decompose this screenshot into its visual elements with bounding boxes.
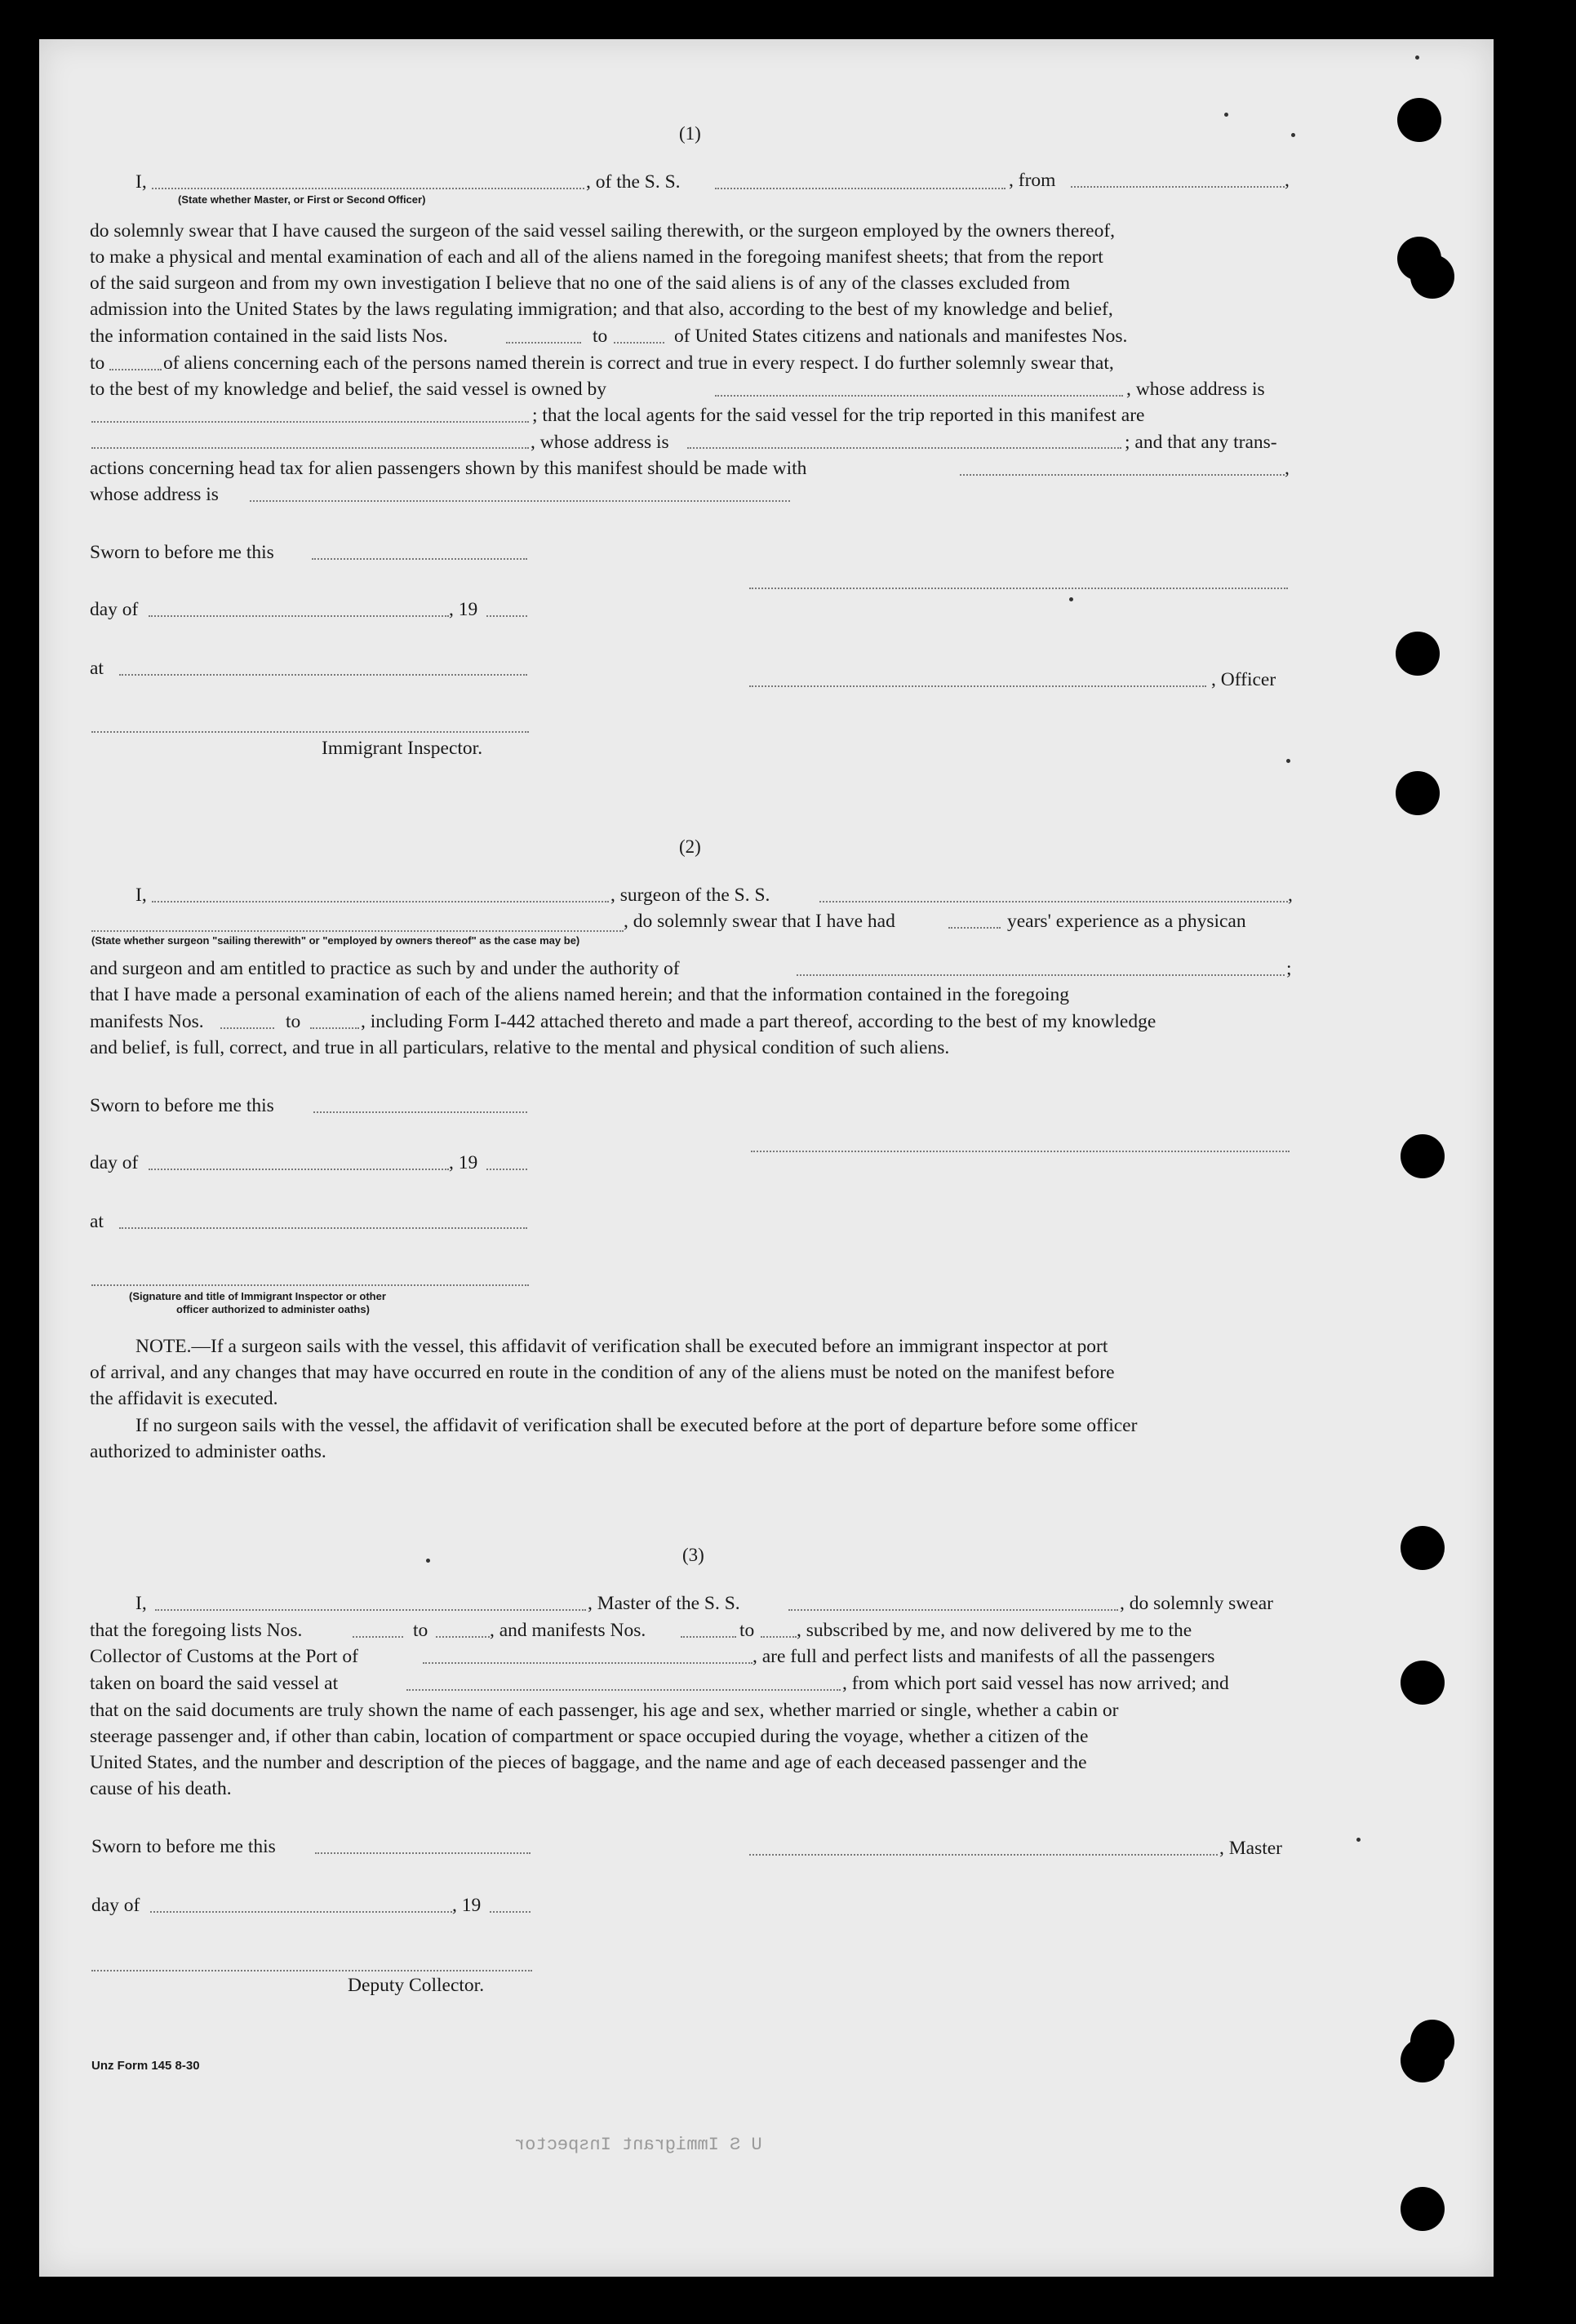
- s3-sworn-line: [315, 1852, 531, 1854]
- speck: [1224, 113, 1228, 117]
- s3-manifest-no-line: [681, 1636, 736, 1638]
- speck: [1286, 759, 1290, 763]
- s3-dayof: day of: [91, 1895, 140, 1916]
- s2-inspector-line: [91, 1284, 529, 1286]
- s3-boarded-at-line: [406, 1689, 841, 1691]
- punch-hole: [1401, 1526, 1445, 1570]
- s2-manifest-no-line: [220, 1027, 274, 1029]
- s3-l3-a: Collector of Customs at the Port of: [90, 1646, 358, 1667]
- note-p2-l1: If no surgeon sails with the vessel, the affidavit of verification shall be executed before at the port of departure before some officer: [135, 1415, 1138, 1436]
- s2-years-line: [948, 927, 1001, 929]
- s3-l2-c: , and manifests Nos.: [490, 1620, 646, 1641]
- s1-at: at: [90, 658, 104, 679]
- s2-ship-line: [819, 901, 1288, 903]
- s2-l1-end: ,: [1288, 885, 1293, 906]
- s2-l3-a: and surgeon and am entitled to practice as such by and under the authority of: [90, 958, 680, 979]
- section-3-heading: (3): [682, 1545, 704, 1565]
- s1-body-1: do solemnly swear that I have caused the surgeon of the said vessel sailing therewith, or the surgeon employed by the owners thereof,: [90, 220, 1116, 242]
- speck: [1356, 1838, 1361, 1842]
- s3-master-label: , Master: [1219, 1838, 1283, 1859]
- s1-l6-b: to: [593, 326, 608, 347]
- s3-name-line: [155, 1609, 586, 1611]
- s2-sworn-line: [313, 1111, 527, 1113]
- punch-hole: [1401, 1661, 1445, 1705]
- punch-hole: [1396, 632, 1440, 676]
- s1-agents-address-line: [687, 447, 1121, 449]
- s1-list-no-line: [506, 342, 581, 344]
- s1-inspector: Immigrant Inspector.: [322, 738, 483, 759]
- s1-year-line: [486, 615, 527, 617]
- s1-signature-line: [749, 588, 1288, 589]
- s1-l12-a: whose address is: [90, 484, 219, 505]
- s1-l8-b: , whose address is: [1126, 379, 1265, 400]
- s1-l7-a: to: [90, 353, 105, 374]
- s1-ship-line: [715, 188, 1006, 189]
- s1-l11-a: actions concerning head tax for alien passengers shown by this manifest should be made with: [90, 458, 807, 479]
- s3-master-sig-line: [749, 1854, 1218, 1856]
- s3-year-line: [490, 1911, 531, 1913]
- s1-sworn: Sworn to before me this: [90, 542, 274, 563]
- s1-headtax-address-line: [250, 500, 790, 502]
- s1-officer: , Officer: [1211, 669, 1276, 690]
- s2-l6: and belief, is full, correct, and true in all particulars, relative to the mental and physical condition of such aliens.: [90, 1037, 950, 1058]
- s1-owner-line: [715, 395, 1123, 397]
- s2-sworn: Sworn to before me this: [90, 1095, 274, 1116]
- note-p2-l2: authorized to administer oaths.: [90, 1441, 326, 1462]
- s3-body-2: steerage passenger and, if other than cabin, location of compartment or space occupied during the voyage, whether a citizen of the: [90, 1726, 1089, 1747]
- s3-collector-line: [91, 1970, 532, 1971]
- s2-year: , 19: [449, 1152, 478, 1173]
- s1-body-4: admission into the United States by the laws regulating immigration; and that also, according to the best of my knowledge and belief,: [90, 299, 1113, 320]
- s2-l5-b: to: [286, 1011, 301, 1032]
- s2-i: I,: [135, 885, 147, 906]
- s1-sworn-line: [312, 558, 527, 560]
- s1-officer-sig-line: [749, 685, 1206, 687]
- s1-body-2: to make a physical and mental examination of each and all of the aliens named in the foregoing manifest sheets; that from the report: [90, 246, 1103, 268]
- s1-officer-note: (State whether Master, or First or Second Officer): [178, 193, 426, 206]
- s2-at: at: [90, 1211, 104, 1232]
- s2-year-line: [486, 1169, 527, 1170]
- s3-l2-e: , subscribed by me, and now delivered by me to the: [797, 1620, 1192, 1641]
- section-1-heading: (1): [679, 123, 701, 144]
- s1-l7-b: of aliens concerning each of the persons named therein is correct and true in every respect. I do further solemnly swear that,: [163, 353, 1114, 374]
- s2-l3-b: ;: [1286, 958, 1292, 979]
- punch-hole: [1397, 98, 1441, 142]
- punch-hole: [1410, 255, 1454, 299]
- s2-name-line: [152, 901, 609, 903]
- s1-l10-b: ; and that any trans-: [1125, 432, 1277, 453]
- punch-hole: [1401, 2187, 1445, 2231]
- s2-sig-note-1: (Signature and title of Immigrant Inspector or other: [129, 1290, 386, 1302]
- s1-dayof-line: [149, 615, 449, 617]
- s1-manifest-to-line: [109, 369, 162, 370]
- s3-manifest-to-line: [761, 1636, 797, 1638]
- s1-l11-b: ,: [1285, 458, 1290, 479]
- s1-list-to-line: [614, 342, 664, 344]
- s3-list-to-line: [436, 1636, 490, 1638]
- s3-collector: Deputy Collector.: [348, 1975, 485, 1996]
- s1-at-line: [119, 674, 527, 676]
- s1-l6-c: of United States citizens and nationals and manifestes Nos.: [674, 326, 1128, 347]
- punch-hole: [1410, 2020, 1454, 2064]
- s2-signature-line: [751, 1151, 1290, 1152]
- s2-surgeon: , surgeon of the S. S.: [610, 885, 770, 906]
- s2-status-note: (State whether surgeon "sailing therewith" or "employed by owners thereof" as the case may be): [91, 934, 580, 947]
- s3-ship-line: [788, 1609, 1118, 1611]
- form-page: [39, 39, 1494, 2277]
- s3-l4-a: taken on board the said vessel at: [90, 1673, 339, 1694]
- s1-officer-line: [152, 188, 584, 189]
- s3-l2-d: to: [739, 1620, 755, 1641]
- s1-l8-a: to the best of my knowledge and belief, the said vessel is owned by: [90, 379, 607, 400]
- s2-l2-b: years' experience as a physican: [1007, 911, 1246, 932]
- section-2-heading: (2): [679, 836, 701, 857]
- s3-dayof-line: [150, 1911, 452, 1913]
- s1-l1-end: ,: [1285, 170, 1290, 191]
- s1-i: I,: [135, 171, 147, 193]
- s1-headtax-line: [960, 474, 1285, 476]
- faint-stamp: U S Immigrant Inspector: [514, 2135, 762, 2155]
- s1-year: , 19: [449, 599, 478, 620]
- s1-owner-address-line: [91, 421, 529, 423]
- s2-sig-note-2: officer authorized to administer oaths): [176, 1303, 370, 1315]
- note-p1-l1: NOTE.—If a surgeon sails with the vessel, this affidavit of verification shall be executed before an immigrant inspector at port: [135, 1336, 1108, 1357]
- s3-master: , Master of the S. S.: [588, 1593, 740, 1614]
- s3-l4-b: , from which port said vessel has now arrived; and: [842, 1673, 1229, 1694]
- s3-body-3: United States, and the number and description of the pieces of baggage, and the name and age of each deceased passenger and the: [90, 1752, 1087, 1773]
- s1-l9-a: ; that the local agents for the said vessel for the trip reported in this manifest are: [532, 405, 1145, 426]
- punch-hole: [1396, 771, 1440, 815]
- s1-from: , from: [1009, 170, 1056, 191]
- s1-body-3: of the said surgeon and from my own investigation I believe that no one of the said aliens is of any of the classes excluded from: [90, 273, 1071, 294]
- s1-dayof: day of: [90, 599, 139, 620]
- s3-sworn: Sworn to before me this: [91, 1836, 276, 1857]
- s3-body-4: cause of his death.: [90, 1778, 232, 1799]
- s3-list-no-line: [353, 1636, 403, 1638]
- s3-l2-b: to: [413, 1620, 428, 1641]
- s2-dayof: day of: [90, 1152, 139, 1173]
- s2-manifest-to-line: [310, 1027, 359, 1029]
- s2-l5-c: , including Form I-442 attached thereto and made a part thereof, according to the best of my knowledge: [361, 1011, 1156, 1032]
- s1-from-line: [1071, 186, 1285, 188]
- note-p1-l2: of arrival, and any changes that may have occurred en route in the condition of any of the aliens must be noted on the manifest before: [90, 1362, 1115, 1383]
- s1-l6-a: the information contained in the said lists Nos.: [90, 326, 448, 347]
- s3-port-line: [423, 1662, 752, 1664]
- speck: [1291, 133, 1295, 137]
- speck: [1069, 597, 1073, 601]
- s3-swear: , do solemnly swear: [1120, 1593, 1273, 1614]
- s2-dayof-line: [149, 1169, 449, 1170]
- s3-year: , 19: [452, 1895, 482, 1916]
- s3-body-1: that on the said documents are truly shown the name of each passenger, his age and sex, whether married or single, whether a cabin or: [90, 1700, 1119, 1721]
- s1-inspector-line: [91, 731, 529, 733]
- s3-i: I,: [135, 1593, 147, 1614]
- punch-hole: [1401, 1134, 1445, 1178]
- s1-l10-a: , whose address is: [531, 432, 669, 453]
- s2-status-line: [91, 930, 624, 932]
- s2-authority-line: [797, 974, 1285, 976]
- s2-l2-a: , do solemnly swear that I have had: [624, 911, 895, 932]
- s1-of-ss: , of the S. S.: [586, 171, 681, 193]
- speck: [426, 1559, 430, 1563]
- s2-l5-a: manifests Nos.: [90, 1011, 204, 1032]
- s2-at-line: [119, 1227, 527, 1229]
- s1-agents-line: [91, 447, 529, 449]
- s3-l2-a: that the foregoing lists Nos.: [90, 1620, 303, 1641]
- form-number: Unz Form 145 8-30: [91, 2059, 200, 2073]
- s2-l4: that I have made a personal examination of each of the aliens named herein; and that the information contained in the foregoing: [90, 984, 1070, 1005]
- note-p1-l3: the affidavit is executed.: [90, 1388, 278, 1409]
- s3-l3-b: , are full and perfect lists and manifests of all the passengers: [752, 1646, 1215, 1667]
- speck: [1415, 55, 1419, 60]
